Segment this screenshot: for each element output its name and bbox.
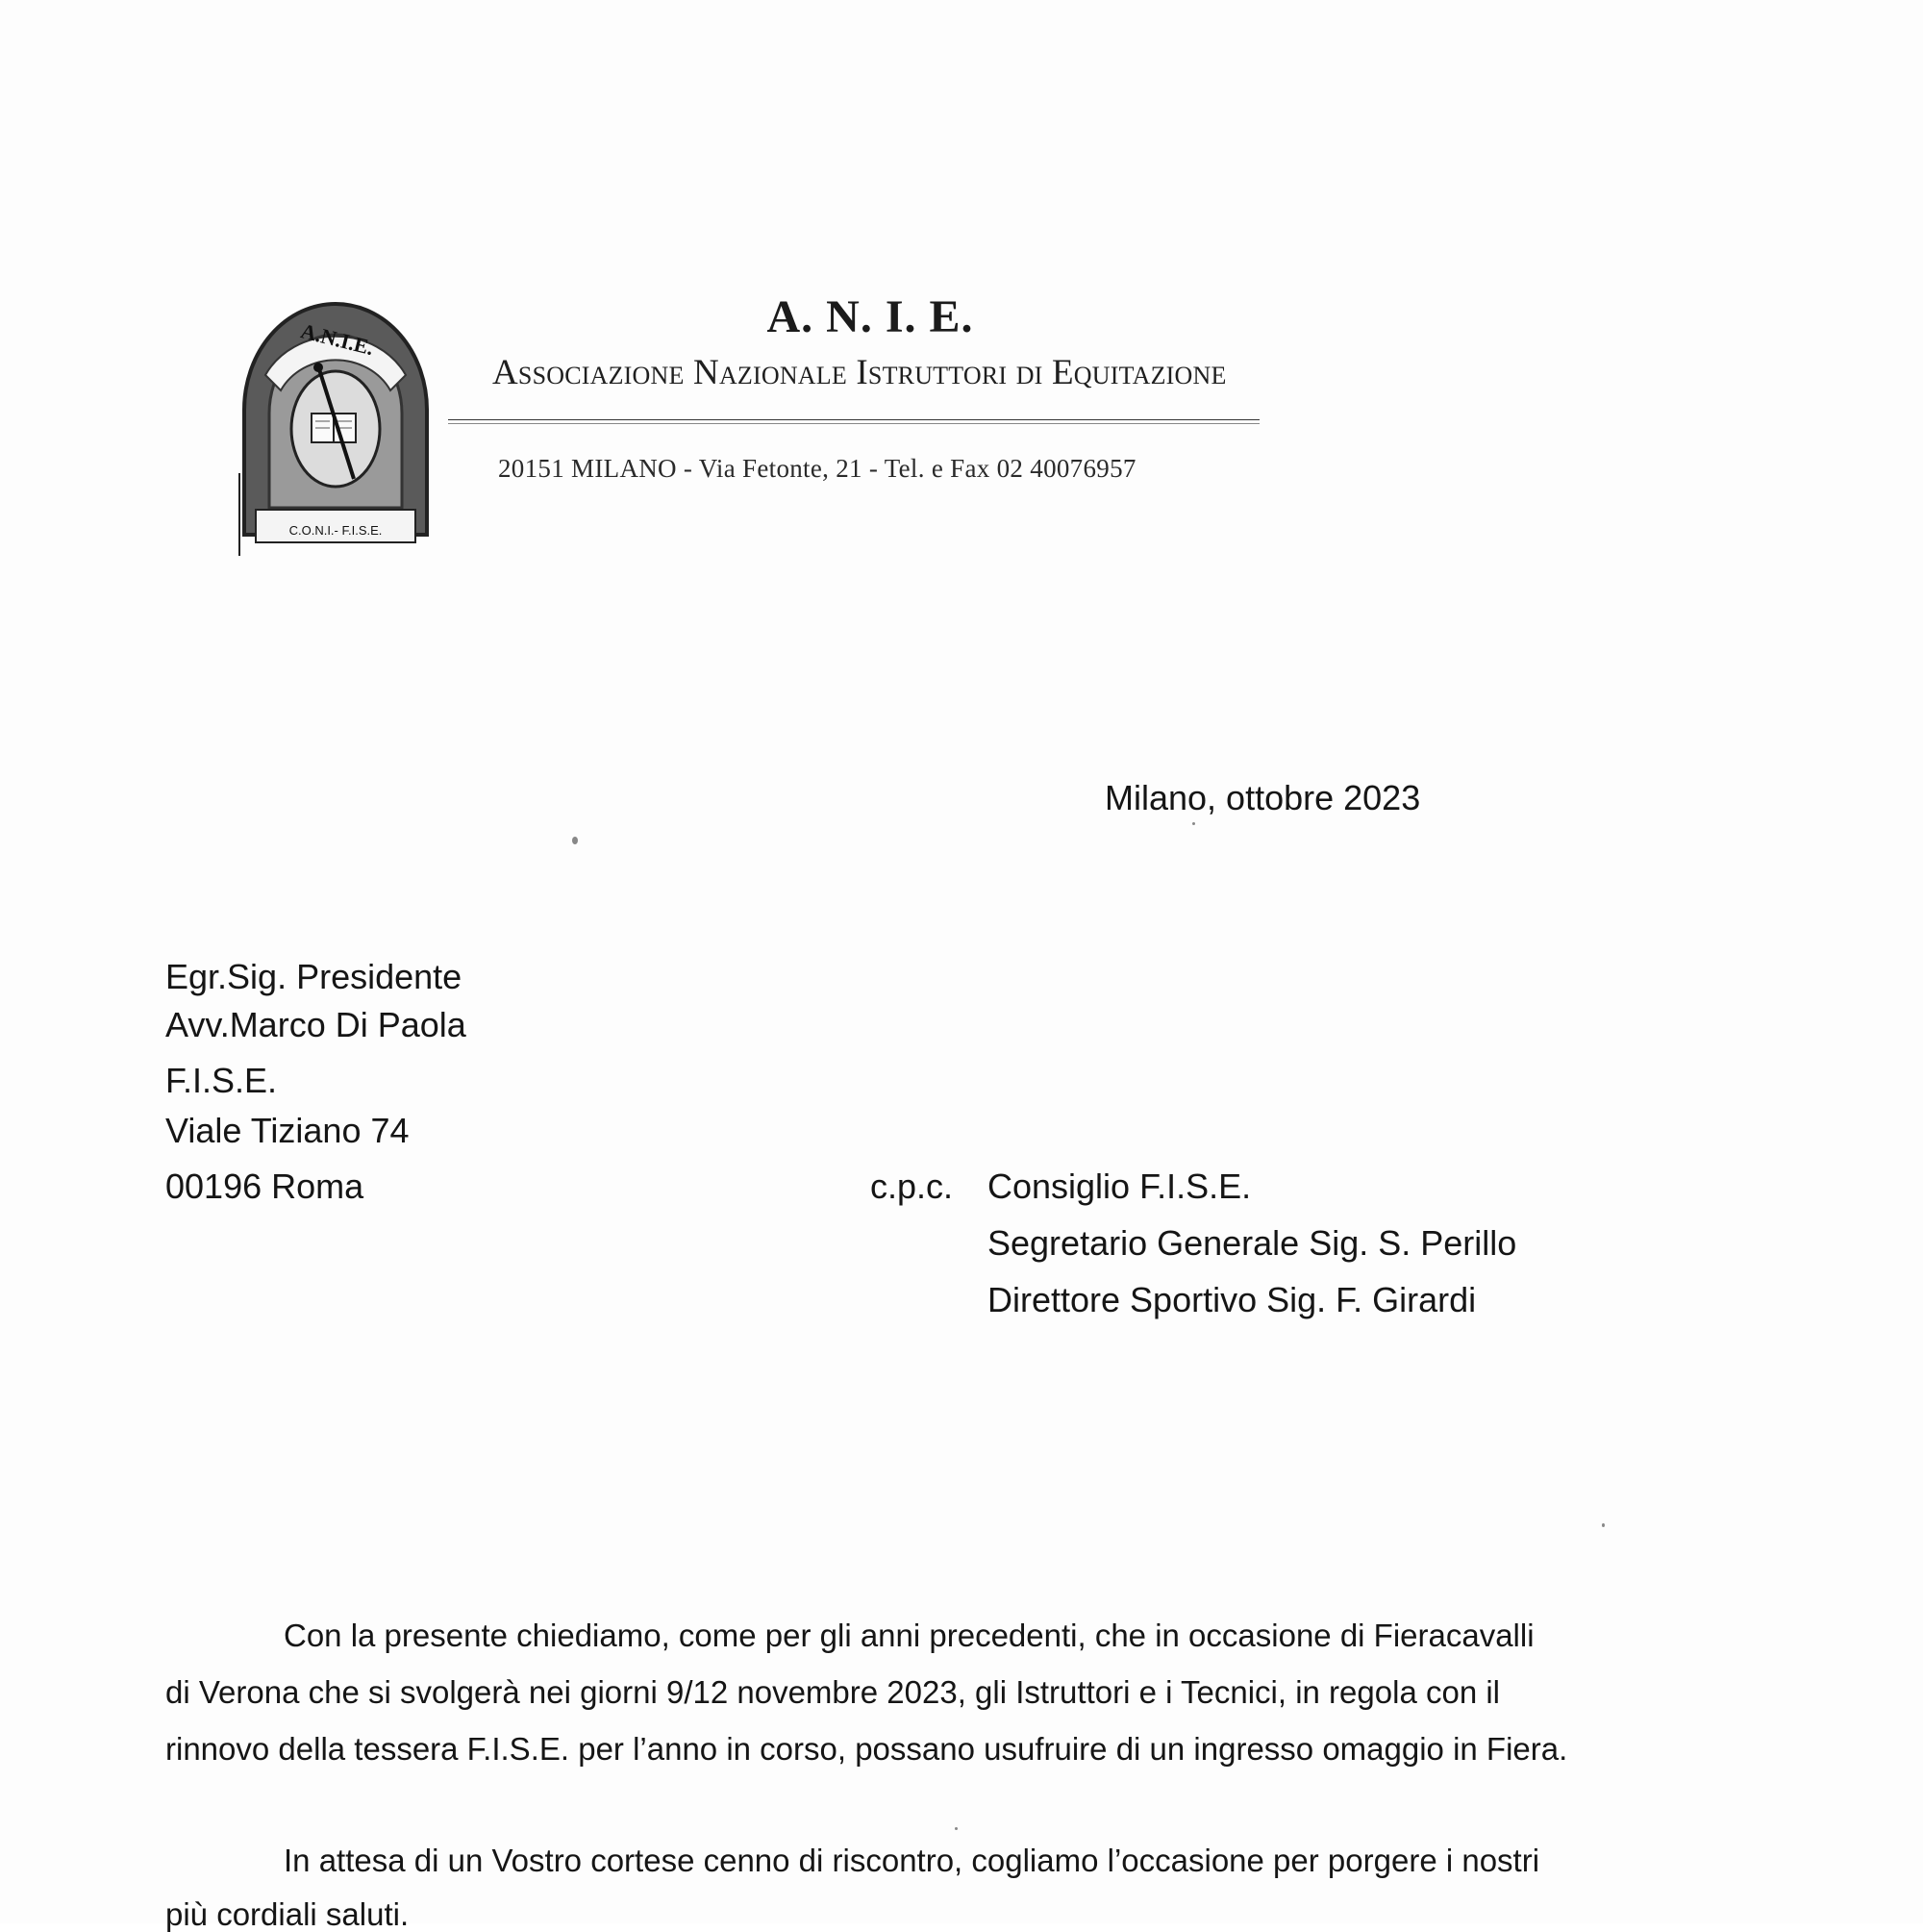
cc-label: c.p.c. xyxy=(870,1167,954,1206)
recipient-line-2: Avv.Marco Di Paola xyxy=(165,1005,466,1044)
body-paragraph-1-line-3: rinnovo della tessera F.I.S.E. per l’anno in corso, possano usufruire di un ingresso omaggio in Fiera. xyxy=(165,1731,1568,1767)
org-address: 20151 MILANO - Via Fetonte, 21 - Tel. e Fax 02 40076957 xyxy=(498,454,1136,483)
body-paragraph-1-line-1: Con la presente chiediamo, come per gli anni precedenti, che in occasione di Fieracavalli xyxy=(284,1618,1535,1653)
letterhead-rule-shadow xyxy=(448,423,1260,424)
date-line: Milano, ottobre 2023 xyxy=(1105,778,1421,817)
cc-line-1: Consiglio F.I.S.E. xyxy=(987,1167,1252,1206)
logo-margin-line xyxy=(238,473,240,556)
org-full-name: Associazione Nazionale Istruttori di Equitazione xyxy=(492,353,1227,392)
logo-bottom-text: C.O.N.I.- F.I.S.E. xyxy=(288,523,383,538)
cc-line-2: Segretario Generale Sig. S. Perillo xyxy=(987,1223,1517,1263)
scan-speck xyxy=(1602,1523,1605,1527)
anie-seal-horseshoe-icon xyxy=(227,287,444,558)
logo-top-text: A.N.I.E. xyxy=(298,318,377,361)
recipient-line-4: Viale Tiziano 74 xyxy=(165,1111,410,1150)
org-abbreviation: A. N. I. E. xyxy=(766,291,974,342)
recipient-line-3: F.I.S.E. xyxy=(165,1061,278,1100)
scan-speck xyxy=(1192,822,1195,825)
body-paragraph-2-line-1: In attesa di un Vostro cortese cenno di riscontro, cogliamo l’occasione per porgere i nostri xyxy=(284,1843,1540,1878)
scan-speck xyxy=(572,837,578,844)
recipient-line-5: 00196 Roma xyxy=(165,1167,364,1206)
recipient-line-1: Egr.Sig. Presidente xyxy=(165,957,462,996)
letterhead-rule xyxy=(448,419,1260,420)
body-paragraph-2-line-2: più cordiali saluti. xyxy=(165,1896,410,1932)
cc-line-3: Direttore Sportivo Sig. F. Girardi xyxy=(987,1280,1477,1319)
scan-speck xyxy=(955,1827,958,1830)
body-paragraph-1-line-2: di Verona che si svolgerà nei giorni 9/12 novembre 2023, gli Istruttori e i Tecnici, in regola con il xyxy=(165,1674,1500,1710)
